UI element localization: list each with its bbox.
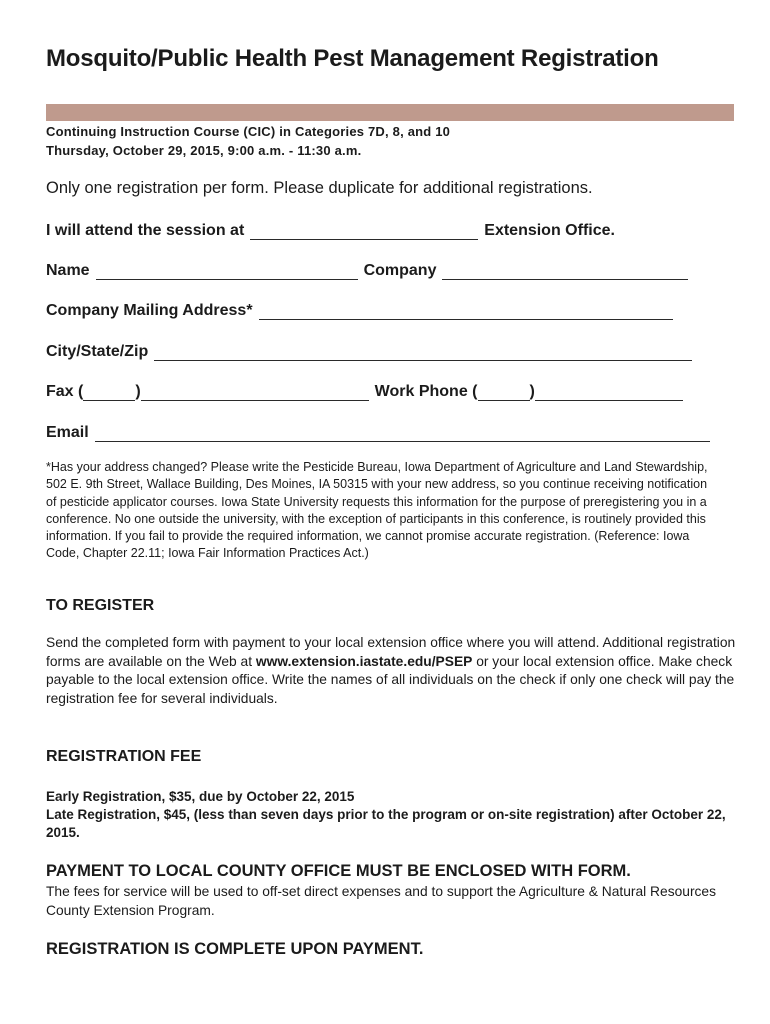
company-field[interactable]	[442, 263, 688, 280]
mailing-address-field[interactable]	[259, 303, 673, 320]
page-title: Mosquito/Public Health Pest Management Registration	[46, 45, 659, 72]
email-row	[46, 420, 721, 442]
attend-row	[46, 218, 721, 240]
attend-label: I will attend the session at	[46, 222, 245, 239]
work-phone-label: Work Phone (	[374, 383, 478, 400]
website-link[interactable]: www.extension.iastate.edu/PSEP	[255, 653, 473, 669]
fax-number-field[interactable]	[141, 384, 369, 401]
fax-phone-row	[46, 379, 721, 401]
name-company-row	[46, 258, 721, 280]
company-label: Company	[363, 262, 437, 279]
email-field[interactable]	[95, 425, 710, 442]
to-register-heading: TO REGISTER	[46, 597, 155, 614]
course-date: Thursday, October 29, 2015, 9:00 a.m. - 11:30 a.m.	[46, 143, 362, 158]
city-row	[46, 339, 721, 361]
to-register-text	[46, 634, 736, 708]
late-registration: Late Registration, $45, (less than seven days prior to the program or on-site registration) after October 22, 2015.	[46, 807, 726, 840]
name-label: Name	[46, 262, 90, 279]
city-state-zip-field[interactable]	[154, 344, 692, 361]
early-registration: Early Registration, $35, due by October 22, 2015	[46, 789, 355, 804]
fax-close-paren: )	[135, 383, 141, 400]
work-phone-close-paren: )	[529, 383, 535, 400]
payment-heading: PAYMENT TO LOCAL COUNTY OFFICE MUST BE ENCLOSED WITH FORM.	[46, 862, 631, 880]
email-label: Email	[46, 424, 89, 441]
course-title: Continuing Instruction Course (CIC) in Categories 7D, 8, and 10	[46, 124, 451, 139]
name-field[interactable]	[96, 263, 358, 280]
work-phone-area-code-field[interactable]	[478, 384, 530, 401]
mailing-row	[46, 298, 721, 320]
to-register-text-part2: or your local extension office. Make check payable to the local extension office. Write the names of all individuals on the check if only one check will pay the registration fee for several individuals.	[46, 653, 735, 706]
fax-area-code-field[interactable]	[83, 384, 135, 401]
fax-label: Fax (	[46, 383, 84, 400]
registration-complete-heading: REGISTRATION IS COMPLETE UPON PAYMENT.	[46, 940, 424, 958]
intro-text: Only one registration per form. Please duplicate for additional registrations.	[46, 179, 593, 197]
accent-bar	[46, 104, 734, 121]
to-register-text-part1: Send the completed form with payment to your local extension office where you will attend. Additional registration forms are available on the Web at	[46, 635, 736, 669]
address-change-note: *Has your address changed? Please write the Pesticide Bureau, Iowa Department of Agriculture and Land Stewardship, 502 E. 9th Street, Wallace Building, Des Moines, IA 50315 with your new address, so you continue receiving notification of pesticide applicator courses. Iowa State University requests this information for the purpose of preregistering you in a conference. No one outside the university, with the exception of participants in this conference, is routinely provided this information. If you fail to provide the required information, we cannot promise accurate registration. (Reference: Iowa Code, Chapter 22.11; Iowa Fair Information Practices Act.)	[46, 460, 708, 561]
mailing-address-label: Company Mailing Address*	[46, 302, 253, 319]
attend-suffix: Extension Office.	[484, 222, 615, 239]
registration-fee-heading: REGISTRATION FEE	[46, 748, 202, 765]
work-phone-number-field[interactable]	[535, 384, 683, 401]
city-state-zip-label: City/State/Zip	[46, 343, 149, 360]
attend-office-field[interactable]	[250, 223, 478, 240]
payment-text: The fees for service will be used to off-set direct expenses and to support the Agriculture & Natural Resources County Extension Program.	[46, 884, 717, 918]
